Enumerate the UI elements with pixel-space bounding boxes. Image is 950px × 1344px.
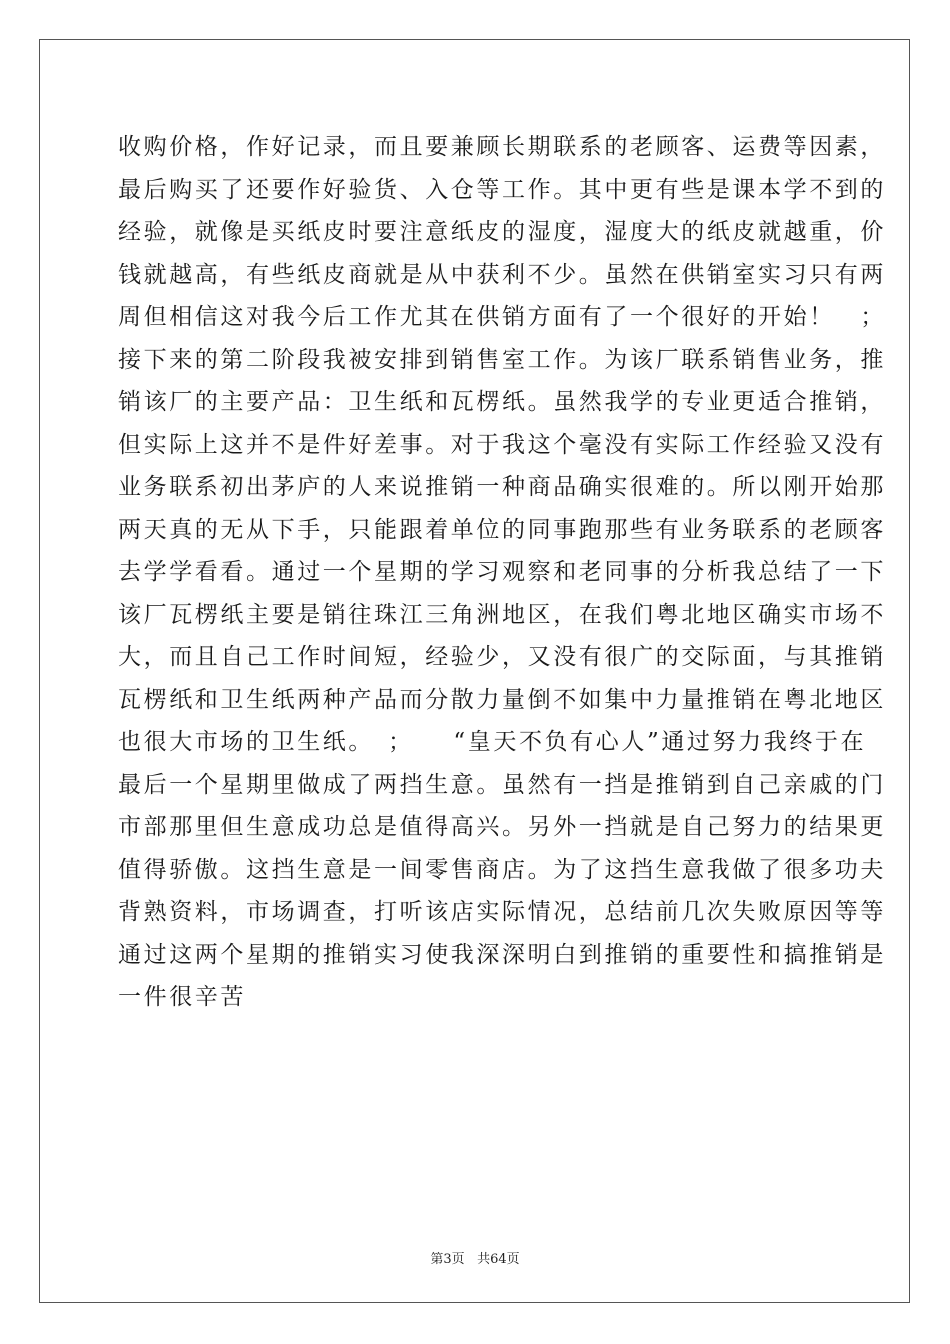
text-line: 瓦楞纸和卫生纸两种产品而分散力量倒不如集中力量推销在粤北地区 [118, 686, 886, 713]
text-line: 一件很辛苦 [118, 984, 246, 1010]
text-line: 业务联系初出茅庐的人来说推销一种商品确实很难的。所以刚开始那 [118, 474, 886, 500]
text-line: 两天真的无从下手，只能跟着单位的同事跑那些有业务联系的老顾客 [118, 516, 886, 543]
text-line: 市部那里但生意成功总是值得高兴。另外一挡就是自己努力的结果更 [118, 814, 886, 840]
page-number: 第3页 [430, 1252, 465, 1267]
text-line: 背熟资料，市场调查，打听该店实际情况，总结前几次失败原因等等 [118, 899, 886, 925]
body-text [118, 126, 886, 1019]
text-line: 接下来的第二阶段我被安排到销售室工作。为该厂联系销售业务，推 [118, 346, 886, 373]
text-line: 但实际上这并不是件好差事。对于我这个毫没有实际工作经验又没有 [118, 431, 886, 458]
page-footer [0, 1248, 950, 1267]
text-line: 周但相信这对我今后工作尤其在供销方面有了一个很好的开始！ ； [118, 304, 886, 330]
text-line: 收购价格，作好记录，而且要兼顾长期联系的老顾客、运费等因素， [118, 134, 886, 160]
text-line: 销该厂的主要产品：卫生纸和瓦楞纸。虽然我学的专业更适合推销， [118, 389, 886, 415]
text-line: 最后购买了还要作好验货、入仓等工作。其中更有些是课本学不到的 [118, 176, 886, 203]
text-line: 该厂瓦楞纸主要是销往珠江三角洲地区，在我们粤北地区确实市场不 [118, 601, 886, 628]
text-line: 值得骄傲。这挡生意是一间零售商店。为了这挡生意我做了很多功夫 [118, 856, 886, 883]
text-line: 钱就越高，有些纸皮商就是从中获利不少。虽然在供销室实习只有两 [118, 261, 886, 288]
text-line: 通过这两个星期的推销实习使我深深明白到推销的重要性和搞推销是 [118, 941, 886, 968]
text-line: 也很大市场的卫生纸。 ； “皇天不负有心人”通过努力我终于在 [118, 729, 867, 755]
text-line: 经验，就像是买纸皮时要注意纸皮的湿度，湿度大的纸皮就越重，价 [118, 219, 886, 245]
page-total: 共64页 [477, 1252, 520, 1267]
text-line: 大，而且自己工作时间短，经验少，又没有很广的交际面，与其推销 [118, 644, 886, 670]
text-line: 最后一个星期里做成了两挡生意。虽然有一挡是推销到自己亲戚的门 [118, 771, 886, 798]
text-line: 去学学看看。通过一个星期的学习观察和老同事的分析我总结了一下 [118, 559, 886, 585]
